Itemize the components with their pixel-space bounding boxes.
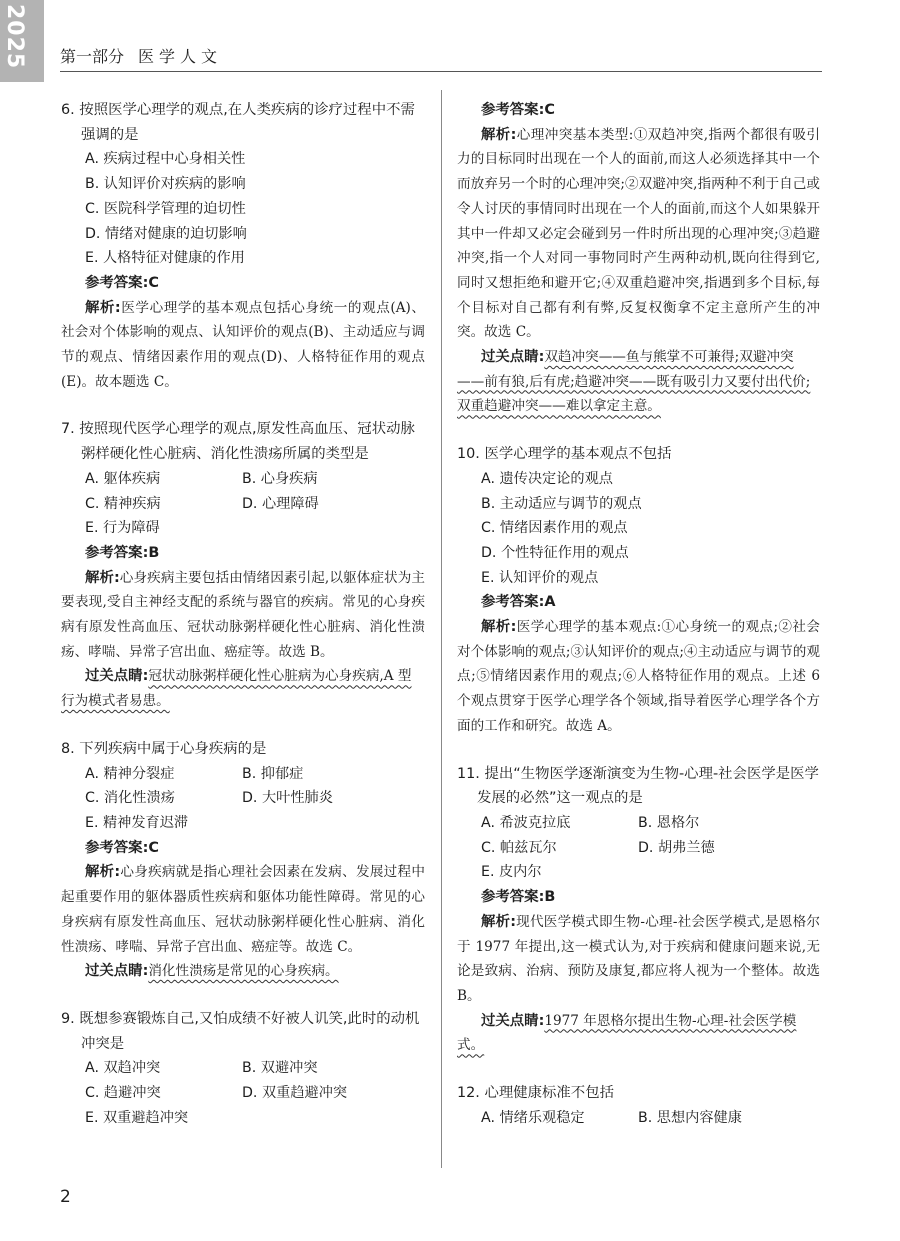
tip-text: 双趋冲突——鱼与熊掌不可兼得;双避冲突——前有狼,后有虎;趋避冲突——既有吸引力又要付出代价;双重趋避冲突——难以拿定主意。 xyxy=(457,349,811,415)
answer-label: 参考答案: xyxy=(85,839,149,856)
question-stem: 6. 按照医学心理学的观点,在人类疾病的诊疗过程中不需强调的是 xyxy=(61,102,415,143)
year-tab xyxy=(0,0,44,82)
question-stem: 7. 按照现代医学心理学的观点,原发性高血压、冠状动脉粥样硬化性心脏病、消化性溃疡所属的类型是 xyxy=(61,421,415,463)
option-c: C. 情绪因素作用的观点 xyxy=(481,520,628,537)
answer-line xyxy=(61,541,425,566)
answer-line xyxy=(457,590,820,615)
question-9-answer xyxy=(457,98,820,419)
explanation-text: 医学心理学的基本观点:①心身统一的观点;②社会对个体影响的观点;③认知评价的观点;④主动适应与调节的观点;⑤情绪因素作用的观点;⑥人格特征作用的观点。上述 6 个观点贯穿于医学心理学各个领域,指导着医学心理学各个方面的工作和研究。故选 A。 xyxy=(457,619,820,734)
answer-value: B xyxy=(544,889,556,906)
option-e: E. 人格特征对健康的作用 xyxy=(85,250,245,267)
option-d: D. 心理障碍 xyxy=(242,495,319,512)
explanation-label: 解析: xyxy=(85,864,121,881)
page-number: 2 xyxy=(60,1187,71,1207)
tip-label: 过关点睛: xyxy=(481,349,545,366)
part-title: 第一部分 xyxy=(60,47,125,66)
option-b: B. 双避冲突 xyxy=(242,1060,318,1077)
answer-line xyxy=(61,271,425,296)
tip-text: 冠状动脉粥样硬化性心脏病为心身疾病,A 型行为模式者易患。 xyxy=(61,668,412,710)
explanation-text: 心身疾病就是指心理社会因素在发病、发展过程中起重要作用的躯体器质性疾病和躯体功能性障碍。常见的心身疾病有原发性高血压、冠状动脉粥样硬化性心脏病、消化性溃疡、哮喘、异常子宫出血、癌症等。故选 C。 xyxy=(61,864,425,955)
option-c: C. 医院科学管理的迫切性 xyxy=(85,200,246,217)
answer-label: 参考答案: xyxy=(481,889,545,906)
option-b: B. 思想内容健康 xyxy=(638,1109,742,1126)
answer-value: C xyxy=(544,102,555,118)
question-9 xyxy=(61,1007,425,1131)
answer-value: C xyxy=(148,274,159,291)
option-e: E. 认知评价的观点 xyxy=(481,569,599,586)
option-a: A. 精神分裂症 xyxy=(85,765,175,782)
question-stem: 11. 提出“生物医学逐渐演变为生物-心理-社会医学是医学发展的必然”这一观点的是 xyxy=(457,765,819,807)
option-c: C. 精神疾病 xyxy=(85,495,161,512)
explanation-text: 心身疾病主要包括由情绪因素引起,以躯体症状为主要表现,受自主神经支配的系统与器官的疾病。常见的心身疾病有原发性高血压、冠状动脉粥样硬化性心脏病、消化性溃疡、哮喘、异常子宫出血、癌症等。故选 B。 xyxy=(61,569,425,660)
answer-label: 参考答案: xyxy=(85,544,149,561)
question-stem: 10. 医学心理学的基本观点不包括 xyxy=(457,446,672,463)
option-a: A. 情绪乐观稳定 xyxy=(481,1109,585,1126)
key-tip xyxy=(457,345,820,419)
answer-line xyxy=(457,885,820,910)
explanation xyxy=(457,615,820,739)
answer-value: C xyxy=(148,839,159,856)
answer-line xyxy=(457,98,820,123)
explanation-label: 解析: xyxy=(85,569,120,586)
explanation xyxy=(61,566,425,665)
section-title: 医学人文 xyxy=(138,47,223,66)
option-e: E. 行为障碍 xyxy=(85,520,160,537)
question-12 xyxy=(457,1081,820,1130)
key-tip xyxy=(457,1009,820,1058)
option-b: B. 认知评价对疾病的影响 xyxy=(85,176,246,193)
option-e: E. 皮内尔 xyxy=(481,864,542,881)
column-divider xyxy=(441,90,442,1168)
answer-label: 参考答案: xyxy=(481,102,545,118)
question-8 xyxy=(61,737,425,984)
explanation xyxy=(457,910,820,1009)
explanation-label: 解析: xyxy=(481,913,516,930)
page-header xyxy=(60,44,222,67)
question-stem: 12. 心理健康标准不包括 xyxy=(457,1085,614,1102)
question-11 xyxy=(457,762,820,1058)
explanation-text: 心理冲突基本类型:①双趋冲突,指两个都很有吸引力的目标同时出现在一个人的面前,而这人必须选择其中一个而放弃另一个时的心理冲突;②双避冲突,指两种不利于自己或令人讨厌的事情同时出现在一个人的面前,而这个人如果躲开其中一件却又必定会碰到另一件时所出现的心理冲突;③趋避冲突,指一个人对同一事物同时产生两种动机,既向往得到它,同时又想拒绝和避开它;④双重趋避冲突,指遇到多个目标,每个目标对自己都有利有弊,反复权衡拿不定主意所产生的冲突。故选 C。 xyxy=(457,126,820,341)
option-a: A. 躯体疾病 xyxy=(85,470,161,487)
header-rule xyxy=(60,71,822,72)
option-d: D. 大叶性肺炎 xyxy=(242,790,333,807)
explanation xyxy=(457,123,820,345)
option-b: B. 抑郁症 xyxy=(242,765,304,782)
option-a: A. 双趋冲突 xyxy=(85,1060,161,1077)
option-a: A. 遗传决定论的观点 xyxy=(481,470,613,487)
option-b: B. 恩格尔 xyxy=(638,814,700,831)
option-a: A. 希波克拉底 xyxy=(481,814,571,831)
tip-label: 过关点睛: xyxy=(85,668,149,685)
explanation-text: 医学心理学的基本观点包括心身统一的观点(A)、社会对个体影响的观点、认知评价的观点(B)、主动适应与调节的观点、情绪因素作用的观点(D)、人格特征作用的观点(E)。故本题选 C。 xyxy=(61,299,425,390)
left-column xyxy=(61,98,425,1130)
answer-label: 参考答案: xyxy=(481,594,545,611)
explanation-text: 现代医学模式即生物-心理-社会医学模式,是恩格尔于 1977 年提出,这一模式认为,对于疾病和健康问题来说,无论是致病、治病、预防及康复,都应将人视为一个整体。故选 B。 xyxy=(457,913,820,1004)
option-c: C. 帕兹瓦尔 xyxy=(481,839,557,856)
option-e: E. 双重避趋冲突 xyxy=(85,1109,189,1126)
tip-label: 过关点睛: xyxy=(481,1012,545,1029)
option-d: D. 情绪对健康的迫切影响 xyxy=(85,225,247,242)
option-e: E. 精神发育迟滞 xyxy=(85,814,189,831)
option-a: A. 疾病过程中心身相关性 xyxy=(85,151,246,168)
question-7 xyxy=(61,417,425,713)
option-d: D. 个性特征作用的观点 xyxy=(481,544,629,561)
explanation xyxy=(61,296,425,395)
key-tip xyxy=(61,959,425,984)
question-stem: 9. 既想参赛锻炼自己,又怕成绩不好被人讥笑,此时的动机冲突是 xyxy=(61,1010,420,1052)
option-d: D. 双重趋避冲突 xyxy=(242,1085,348,1102)
explanation-label: 解析: xyxy=(85,299,121,316)
question-6 xyxy=(61,98,425,394)
answer-value: A xyxy=(544,594,556,611)
option-b: B. 主动适应与调节的观点 xyxy=(481,495,642,512)
tip-text: 消化性溃疡是常见的心身疾病。 xyxy=(148,963,339,980)
key-tip xyxy=(61,664,425,713)
option-c: C. 消化性溃疡 xyxy=(85,790,175,807)
question-10 xyxy=(457,442,820,738)
explanation-label: 解析: xyxy=(481,126,517,143)
option-d: D. 胡弗兰德 xyxy=(638,839,715,856)
question-stem: 8. 下列疾病中属于心身疾病的是 xyxy=(61,740,267,757)
answer-value: B xyxy=(148,544,160,561)
explanation-label: 解析: xyxy=(481,619,517,636)
tip-text: 1977 年恩格尔提出生物-心理-社会医学模式。 xyxy=(457,1012,797,1054)
answer-line xyxy=(61,836,425,861)
answer-label: 参考答案: xyxy=(85,274,149,291)
option-c: C. 趋避冲突 xyxy=(85,1085,161,1102)
tip-label: 过关点睛: xyxy=(85,963,149,980)
option-b: B. 心身疾病 xyxy=(242,470,318,487)
right-column xyxy=(457,98,820,1130)
explanation xyxy=(61,860,425,959)
year-label: 2025 xyxy=(2,4,27,70)
